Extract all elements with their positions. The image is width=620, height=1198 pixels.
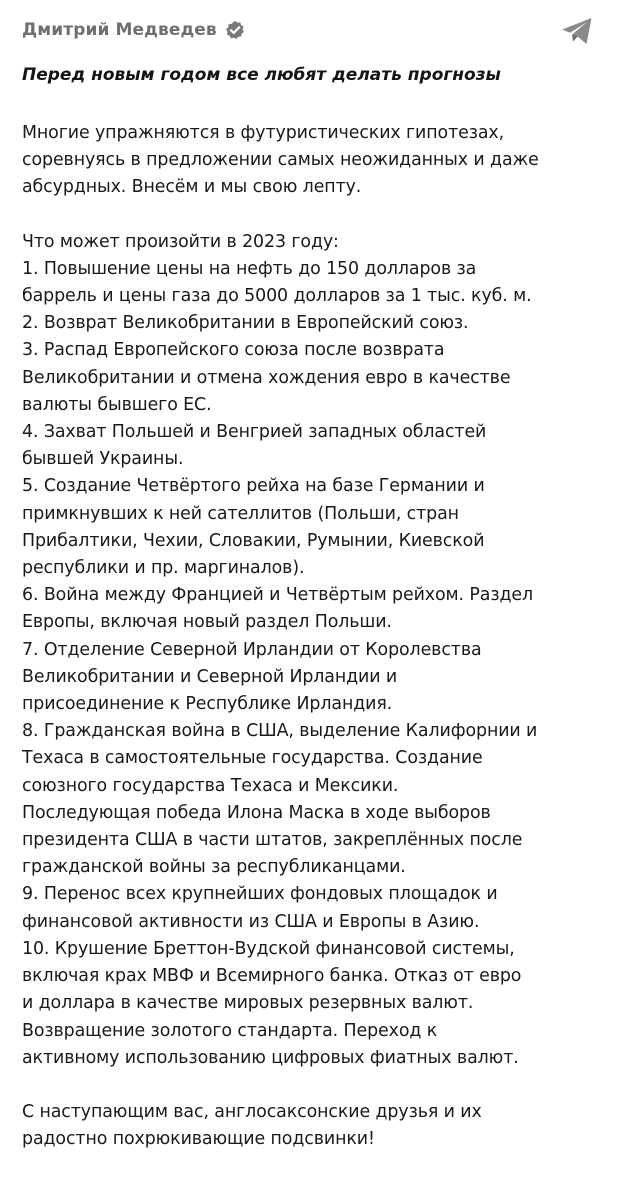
list-line: 1. Повышение цены на нефть до 150 долларов за — [22, 258, 477, 279]
closing-paragraph — [22, 1099, 600, 1153]
list-line: Что может произойти в 2023 году: — [22, 231, 339, 252]
list-line: и доллара в качестве мировых резервных валют. — [22, 993, 474, 1014]
closing-line: радостно похрюкивающие подсвинки! — [22, 1129, 375, 1150]
list-line: Европы, включая новый раздел Польши. — [22, 612, 392, 633]
list-line: 6. Война между Францией и Четвёртым рейхом. Раздел — [22, 585, 534, 606]
list-line: 7. Отделение Северной Ирландии от Королевства — [22, 639, 482, 660]
telegram-send-icon[interactable] — [560, 16, 594, 46]
list-line: примкнувших к ней сателлитов (Польши, стран — [22, 503, 459, 524]
intro-line: соревнуясь в предложении самых неожиданных и даже — [22, 150, 539, 171]
closing-line: С наступающим вас, англосаксонские друзья и их — [22, 1101, 482, 1122]
list-line: 9. Перенос всех крупнейших фондовых площадок и — [22, 884, 498, 905]
list-line: 10. Крушение Бреттон-Вудской финансовой системы, — [22, 938, 515, 959]
author-name[interactable]: Дмитрий Медведев — [22, 20, 217, 40]
list-line: Великобритании и отмена хождения евро в качестве — [22, 367, 511, 388]
list-line: Возвращение золотого стандарта. Переход к — [22, 1020, 438, 1041]
intro-line: Многие упражняются в футуристических гипотезах, — [22, 123, 505, 143]
list-line: валюты бывшего ЕС. — [22, 394, 212, 415]
list-line: бывшей Украины. — [22, 449, 184, 470]
list-line: включая крах МВФ и Всемирного банка. Отказ от евро — [22, 966, 522, 987]
list-line: Великобритании и Северной Ирландии и — [22, 666, 398, 687]
intro-line: абсурдных. Внесём и мы свою лепту. — [22, 177, 362, 198]
list-line: 4. Захват Польшей и Венгрией западных областей — [22, 422, 487, 443]
list-line: Прибалтики, Чехии, Словакии, Румынии, Киевской — [22, 530, 485, 551]
list-line: 2. Возврат Великобритании в Европейский союз. — [22, 313, 469, 334]
list-line: гражданской войны за республиканцами. — [22, 857, 406, 878]
intro-paragraph — [22, 120, 600, 202]
list-line: президента США в части штатов, закреплённых после — [22, 830, 523, 851]
list-line: 8. Гражданская война в США, выделение Калифорнии и — [22, 721, 538, 742]
list-line: активному использованию цифровых фиатных валют. — [22, 1047, 519, 1068]
post-header — [22, 14, 600, 46]
list-line: 5. Создание Четвёртого рейха на базе Германии и — [22, 476, 485, 497]
list-line: союзного государства Техаса и Мексики. — [22, 775, 399, 796]
list-line: баррель и цены газа до 5000 долларов за 1 тыс. куб. м. — [22, 286, 532, 307]
list-line: Техаса в самостоятельные государства. Создание — [22, 748, 483, 769]
list-line: присоединение к Республике Ирландия. — [22, 694, 393, 715]
list-line: Последующая победа Илона Маска в ходе выборов — [22, 802, 491, 823]
post-subtitle: Перед новым годом все любят делать прогнозы — [22, 65, 501, 85]
list-line: 3. Распад Европейского союза после возврата — [22, 340, 445, 361]
list-line: республики и пр. маргиналов). — [22, 558, 305, 579]
verified-badge-icon — [225, 20, 245, 40]
list-line: финансовой активности из США и Европы в Азию. — [22, 911, 480, 932]
forecast-list — [22, 229, 600, 1072]
post-body — [22, 120, 600, 1153]
